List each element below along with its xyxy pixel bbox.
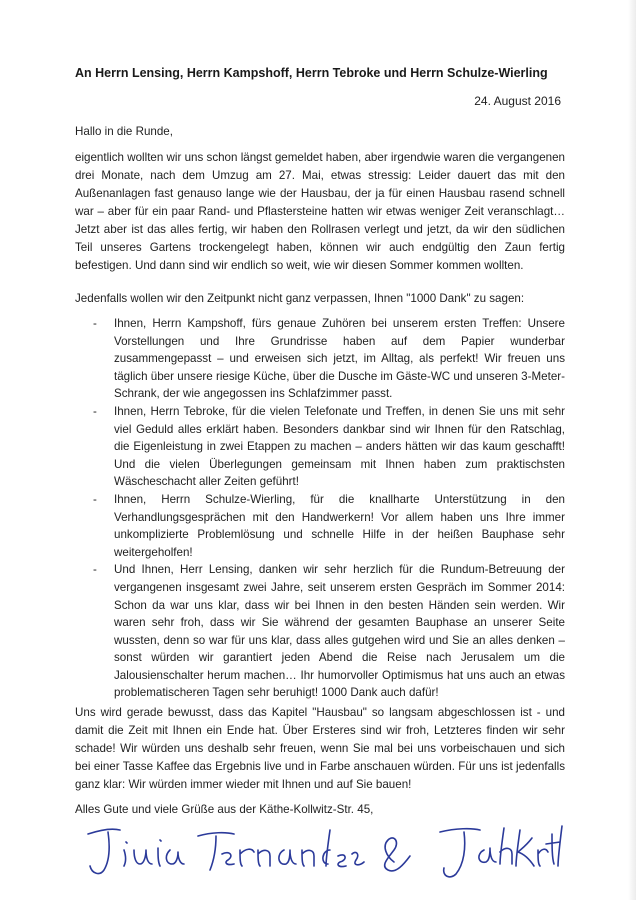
thanks-list <box>75 315 565 702</box>
signature-1b-stroke <box>198 830 364 870</box>
greeting: Hallo in die Runde, <box>75 125 173 138</box>
bullet-dash: - <box>93 492 97 506</box>
regards-line: Alles Gute und viele Grüße aus der Käthe-Kollwitz-Str. 45, <box>75 803 374 816</box>
signature-2-stroke <box>440 828 512 877</box>
list-item-text: Ihnen, Herrn Schulze-Wierling, für die knallharte Unterstützung in den Verhandlungsgesprächen mit den Handwerkern! Vor allem haben uns Ihre immer unkomplizierte Problemlösung und schnelle Hilfe in der heißen Bauphase sehr weitergeholfen! <box>114 492 565 559</box>
bullet-dash: - <box>93 317 97 330</box>
list-item <box>75 403 565 491</box>
letter-date: 24. August 2016 <box>474 94 561 108</box>
list-item-text: Ihnen, Herrn Tebroke, für die vielen Telefonate und Treffen, in denen Sie uns mit sehr viel Geduld alles erklärt haben. Besonders dankbar sind wir Ihnen für den Ratschlag, die Eigenleistung in zwei Etappen zu machen – anders hätten wir das kaum geschafft! Und die vielen Überlegungen gemeinsam mit Ihnen haben zum praktischsten Wäscheschacht aller Zeiten geführt! <box>114 404 565 489</box>
bullet-dash: - <box>93 404 97 418</box>
list-item <box>75 491 565 561</box>
scan-edge-shadow <box>628 0 636 900</box>
signatures <box>80 820 570 890</box>
list-item-text: Und Ihnen, Herr Lensing, danken wir sehr herzlich für die Rundum-Betreuung der vergangenen insgesamt zwei Jahre, seit unserem ersten Gespräch im Sommer 2014: Schon da war uns klar, dass wir bei Ihnen in den besten Händen sein werden. Wir waren sehr froh, dass wir Sie während der gesamten Bauphase an unserer Seite wussten, denn so war für uns klar, dass alles gutgehen wird und Sie an alles denken – sonst würden wir garantiert jeden Abend die Reise nach Jerusalem um die Jalousienschalter herum machen… Ihr humorvoller Optimismus hat uns auch an etwas problematischeren Tagen sehr beruhigt! 1000 Dank auch dafür! <box>114 563 565 700</box>
signature-joiner-stroke <box>385 838 410 871</box>
signature-1-stroke <box>88 829 184 873</box>
closing-paragraph: Uns wird gerade bewusst, dass das Kapitel "Hausbau" so langsam abgeschlossen ist - und damit die Zeit mit Ihnen ein Ende hat. Über Ersteres sind wir froh, Letzteres finden wir sehr schade! Wir würden uns deshalb sehr freuen, wenn Sie mal bei uns vorbeischauen und sich bei einer Tasse Kaffee das Ergebnis live und in Farbe anschauen würden. Für uns ist jedenfalls ganz klar: Wir würden immer wieder mit Ihnen und auf Sie bauen! <box>75 706 565 791</box>
recipients-line: An Herrn Lensing, Herrn Kampshoff, Herrn Tebroke und Herrn Schulze-Wierling <box>75 66 548 80</box>
list-item-text: Ihnen, Herrn Kampshoff, fürs genaue Zuhören bei unserem ersten Treffen: Unsere Vorstellungen und Ihre Grundrisse haben auf dem Papier wunderbar zusammengepasst – und erweisen sich jetzt, im Alltag, als perfekt! Wir freuen uns täglich über unsere riesige Küche, über die Dusche im Gäste-WC und unseren 3-Meter-Schrank, der wie angegossen ins Schlafzimmer passt. <box>114 317 565 401</box>
signature-drawing <box>80 820 570 890</box>
thanks-lead-paragraph: Jedenfalls wollen wir den Zeitpunkt nicht ganz verpassen, Ihnen "1000 Dank" zu sagen: <box>75 292 525 305</box>
signature-2b-stroke <box>516 826 562 866</box>
list-item <box>75 561 565 702</box>
intro-paragraph: eigentlich wollten wir uns schon längst gemeldet haben, aber irgendwie waren die vergangenen drei Monate, nach dem Umzug am 27. Mai, etwas stressig: Leider dauert das mit den Außenanlagen fast genauso lange wie der Hausbau, der ja für einen Hausbau rasend schnell war – aber für ein paar Rand- und Pflastersteine hatten wir etwas weniger Zeit veranschlagt… Jetzt aber ist das alles fertig, wir haben den Rollrasen verlegt und jetzt, da wir den südlichen Teil unseres Gartens trockengelegt haben, können wir auch endgültig den Zaun fertig befestigen. Und dann sind wir endlich so weit, wie wir diesen Sommer kommen wollten. <box>75 151 565 272</box>
bullet-dash: - <box>93 563 97 577</box>
list-item <box>75 315 565 403</box>
